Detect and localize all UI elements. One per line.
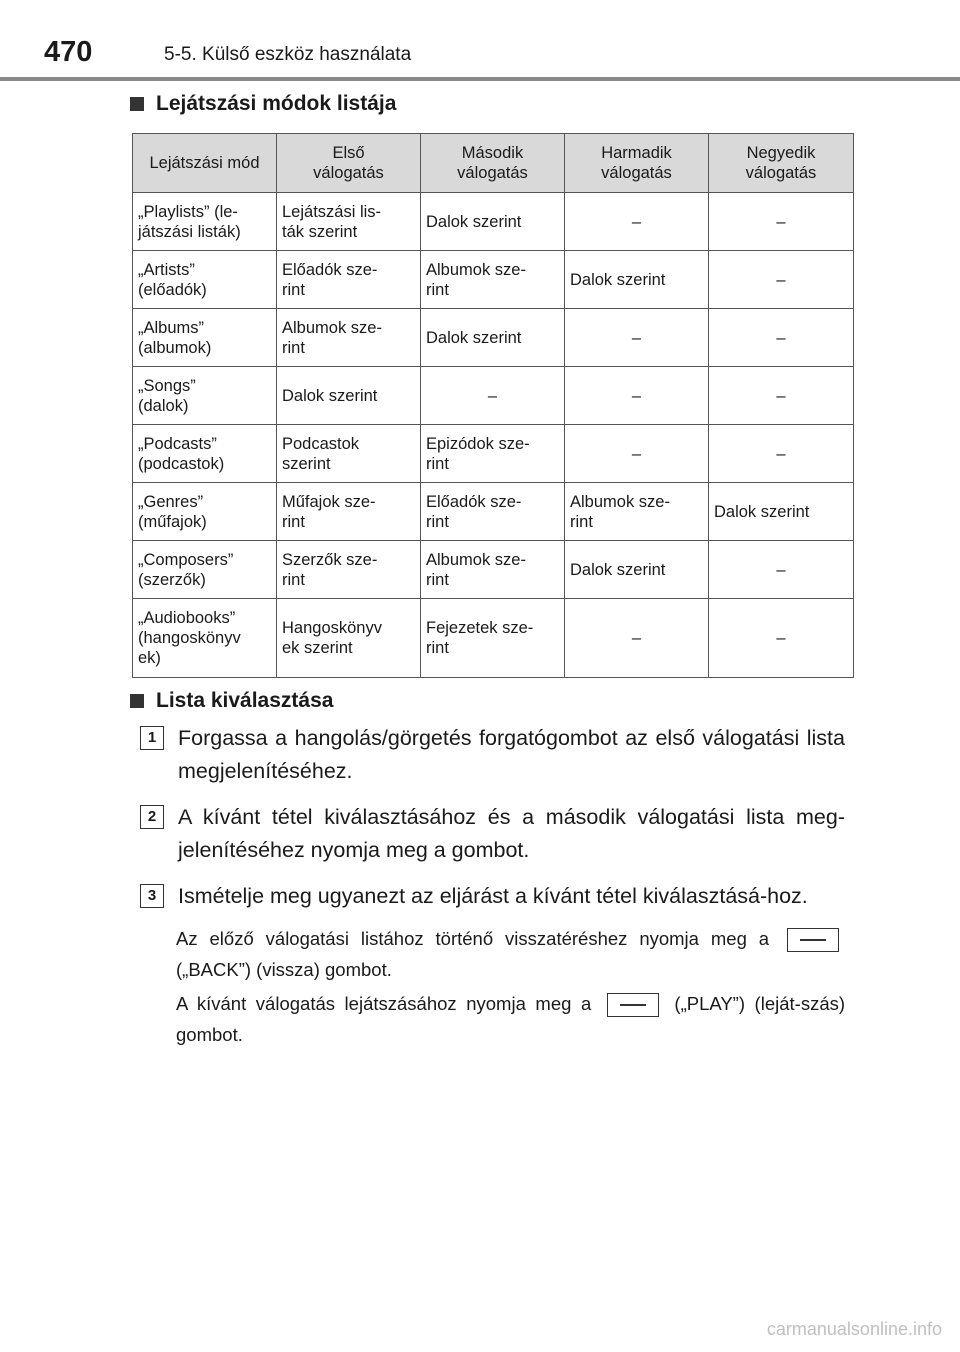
table-row <box>133 541 854 599</box>
table-cell: – <box>565 425 709 483</box>
table-cell: Dalok szerint <box>277 367 421 425</box>
column-header: Első válogatás <box>277 134 421 193</box>
chapter-title: 5-5. Külső eszköz használata <box>164 44 412 65</box>
table-cell: – <box>709 425 854 483</box>
section-title-select <box>130 689 333 713</box>
step-item <box>140 801 845 867</box>
table-cell: „Artists” (előadók) <box>133 251 277 309</box>
step-item <box>140 722 845 788</box>
table-cell: Szerzők sze- rint <box>277 541 421 599</box>
step-text: Forgassa a hangolás/görgetés forgatógombot az első válogatási lista megjelenítéséhez. <box>178 726 845 783</box>
table-cell: Műfajok sze- rint <box>277 483 421 541</box>
table-cell: Lejátszási lis- ták szerint <box>277 193 421 251</box>
step-number: 1 <box>140 726 164 750</box>
note-back-text-end: („BACK”) (vissza) gombot. <box>176 959 392 980</box>
note-play-text: A kívánt válogatás lejátszásához nyomja meg a <box>176 993 592 1014</box>
page-header <box>0 0 960 80</box>
table-cell: – <box>709 309 854 367</box>
table-cell: Fejezetek sze- rint <box>421 599 565 678</box>
table-cell: Dalok szerint <box>709 483 854 541</box>
table-header-row <box>133 134 854 193</box>
table-cell: Albumok sze- rint <box>421 251 565 309</box>
table-cell: Albumok sze- rint <box>277 309 421 367</box>
note-play <box>176 988 845 1050</box>
table-cell: Podcastok szerint <box>277 425 421 483</box>
table-cell: Albumok sze- rint <box>565 483 709 541</box>
table-cell: – <box>565 193 709 251</box>
table-row <box>133 367 854 425</box>
step-text: A kívánt tétel kiválasztásához és a második válogatási lista meg-jelenítéséhez nyomja meg a gombot. <box>178 805 845 862</box>
table-cell: Dalok szerint <box>565 251 709 309</box>
table-cell: Dalok szerint <box>421 193 565 251</box>
table-cell: „Songs” (dalok) <box>133 367 277 425</box>
table-cell: Hangoskönyv ek szerint <box>277 599 421 678</box>
play-button-icon <box>607 993 659 1017</box>
column-header: Negyedik válogatás <box>709 134 854 193</box>
column-header: Lejátszási mód <box>133 134 277 193</box>
note-play-text-end: („PLAY”) (leját-szás) gombot. <box>176 993 846 1045</box>
step-item <box>140 880 845 913</box>
step-number: 3 <box>140 884 164 908</box>
header-divider <box>0 77 960 81</box>
table-row <box>133 425 854 483</box>
column-header: Második válogatás <box>421 134 565 193</box>
table-cell: „Genres” (műfajok) <box>133 483 277 541</box>
table-cell: – <box>709 367 854 425</box>
table-cell: – <box>565 599 709 678</box>
step-text: Ismételje meg ugyanezt az eljárást a kívánt tétel kiválasztásá-hoz. <box>178 884 808 908</box>
table-cell: – <box>421 367 565 425</box>
bullet-square-icon <box>130 694 144 708</box>
table-cell: „Playlists” (le- játszási listák) <box>133 193 277 251</box>
table-cell: „Composers” (szerzők) <box>133 541 277 599</box>
table-row <box>133 193 854 251</box>
table-cell: – <box>565 367 709 425</box>
bullet-square-icon <box>130 97 144 111</box>
back-button-icon <box>787 928 839 952</box>
table-cell: Előadók sze- rint <box>277 251 421 309</box>
section-title-text: Lejátszási módok listája <box>156 92 397 115</box>
table-cell: – <box>709 251 854 309</box>
note-back-text: Az előző válogatási listához történő visszatéréshez nyomja meg a <box>176 928 770 949</box>
note-back <box>176 923 845 985</box>
step-number: 2 <box>140 805 164 829</box>
steps-list <box>140 722 845 926</box>
table-row <box>133 483 854 541</box>
table-cell: „Audiobooks” (hangoskönyv ek) <box>133 599 277 678</box>
table-cell: Dalok szerint <box>421 309 565 367</box>
page-number: 470 <box>44 36 93 68</box>
table-cell: Epizódok sze- rint <box>421 425 565 483</box>
table-row <box>133 309 854 367</box>
table-cell: – <box>565 309 709 367</box>
table-cell: Albumok sze- rint <box>421 541 565 599</box>
section-title-modes <box>130 92 396 116</box>
table-cell: Előadók sze- rint <box>421 483 565 541</box>
table-cell: – <box>709 193 854 251</box>
playback-modes-table <box>132 133 854 678</box>
table-row <box>133 599 854 678</box>
table-cell: – <box>709 599 854 678</box>
table-cell: Dalok szerint <box>565 541 709 599</box>
column-header: Harmadik válogatás <box>565 134 709 193</box>
table-cell: – <box>709 541 854 599</box>
table-cell: „Albums” (albumok) <box>133 309 277 367</box>
watermark: carmanualsonline.info <box>766 1319 942 1339</box>
table-row <box>133 251 854 309</box>
table-cell: „Podcasts” (podcastok) <box>133 425 277 483</box>
section-title-text: Lista kiválasztása <box>156 689 334 712</box>
